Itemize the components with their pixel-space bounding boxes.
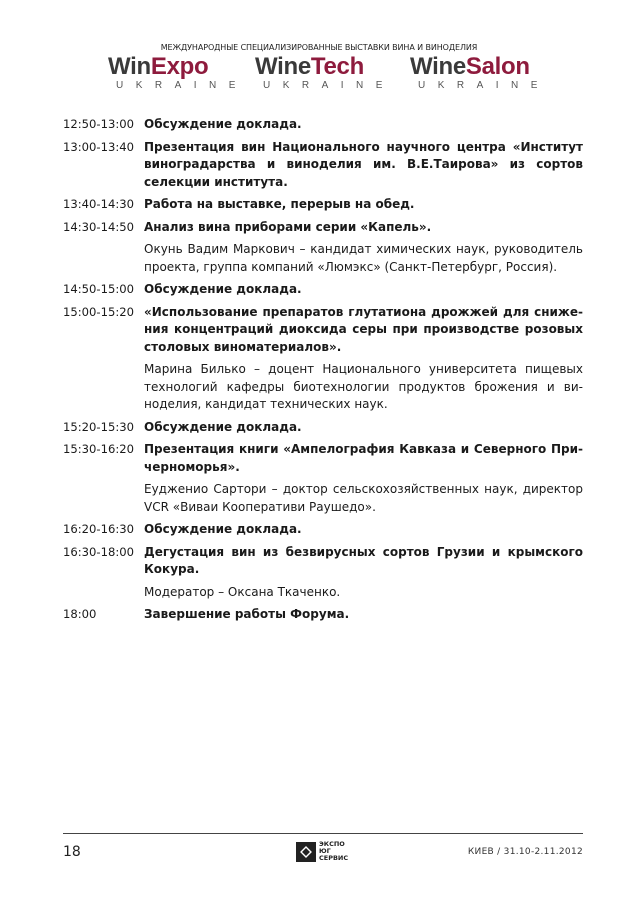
schedule-time: 15:20-15:30 bbox=[63, 419, 135, 434]
schedule-time: 16:20-16:30 bbox=[63, 522, 135, 536]
schedule-time: 15:30-16:20 bbox=[63, 442, 135, 456]
schedule-time: 15:00-15:20 bbox=[63, 304, 135, 319]
expo-yug-service-logo bbox=[296, 841, 348, 862]
logo-sub: UKRAINE bbox=[418, 80, 550, 91]
schedule-title: Обсуждение доклада. bbox=[144, 117, 302, 131]
schedule-time: 18:00 bbox=[63, 607, 97, 621]
schedule-title: Презентация книги «Ампелография Кавказа и Северного Причерноморья». bbox=[144, 442, 583, 474]
footer-place-date: КИЕВ / 31.10-2.11.2012 bbox=[467, 847, 583, 857]
schedule-title: Обсуждение доклада. bbox=[144, 522, 302, 536]
schedule-time: 13:00-13:40 bbox=[63, 139, 135, 154]
logo-sub: UKRAINE bbox=[116, 80, 248, 91]
schedule-title: «Использование препаратов глутатиона дрожжей для снижения концентраций диоксида серы при производстве розовых столовых виноматериалов». bbox=[144, 304, 583, 354]
schedule-row bbox=[63, 606, 583, 624]
schedule-row bbox=[63, 521, 583, 539]
schedule-row bbox=[63, 441, 583, 516]
schedule-title: Обсуждение доклада. bbox=[144, 282, 302, 296]
page-number: 18 bbox=[63, 844, 81, 860]
logo-mark-icon bbox=[296, 842, 316, 862]
schedule-description: Модератор – Оксана Ткаченко. bbox=[144, 584, 341, 599]
schedule-list bbox=[63, 116, 583, 629]
schedule-title: Дегустация вин из безвирусных сортов Грузии и крымского Кокура. bbox=[144, 544, 583, 576]
schedule-time: 13:40-14:30 bbox=[63, 197, 135, 211]
logo-winetech: WineTech UKRAINE bbox=[255, 53, 395, 91]
schedule-title: Обсуждение доклада. bbox=[144, 419, 302, 434]
logo-winesalon: WineSalon UKRAINE bbox=[410, 53, 550, 91]
schedule-time: 16:30-18:00 bbox=[63, 544, 135, 559]
logo-sub: UKRAINE bbox=[263, 80, 395, 91]
logo-word: СЕРВИС bbox=[319, 854, 349, 862]
schedule-row bbox=[63, 419, 583, 437]
schedule-description: Еудженио Сартори – доктор сельскохозяйственных наук, директор VCR «Виваи Кооперативи Раушедо». bbox=[144, 482, 583, 514]
logo-winexpo: WinExpo UKRAINE bbox=[108, 53, 248, 91]
logo-word: ЮГ bbox=[319, 847, 331, 855]
schedule-time: 14:50-15:00 bbox=[63, 282, 135, 296]
schedule-row bbox=[63, 281, 583, 299]
footer-divider bbox=[63, 833, 583, 834]
schedule-row bbox=[63, 196, 583, 214]
schedule-title: Работа на выставке, перерыв на обед. bbox=[144, 197, 415, 211]
schedule-row bbox=[63, 139, 583, 192]
schedule-row bbox=[63, 544, 583, 602]
schedule-title: Анализ вина приборами серии «Капель». bbox=[144, 219, 432, 234]
schedule-description: Окунь Вадим Маркович – кандидат химических наук, руководитель проекта, группа компаний «Люмэкс» (Санкт-Петербург, Россия). bbox=[144, 242, 583, 274]
schedule-row bbox=[63, 219, 583, 277]
schedule-row bbox=[63, 116, 583, 134]
header-top-line: МЕЖДУНАРОДНЫЕ СПЕЦИАЛИЗИРОВАННЫЕ ВЫСТАВКИ ВИНА И ВИНОДЕЛИЯ bbox=[160, 43, 478, 52]
schedule-time: 12:50-13:00 bbox=[63, 117, 135, 131]
schedule-title: Презентация вин Национального научного центра «Институт виноградарства и виноделия им. В.Е.Таирова» из сортов селекции института. bbox=[144, 139, 583, 189]
logo-word: ЭКСПО bbox=[319, 840, 345, 848]
schedule-description: Марина Билько – доцент Национального университета пищевых технологий кафедры биотехнологии продуктов брожения и виноделия, кандидат технических наук. bbox=[144, 362, 583, 411]
schedule-row bbox=[63, 304, 583, 414]
schedule-title: Завершение работы Форума. bbox=[144, 607, 350, 621]
schedule-time: 14:30-14:50 bbox=[63, 219, 135, 234]
